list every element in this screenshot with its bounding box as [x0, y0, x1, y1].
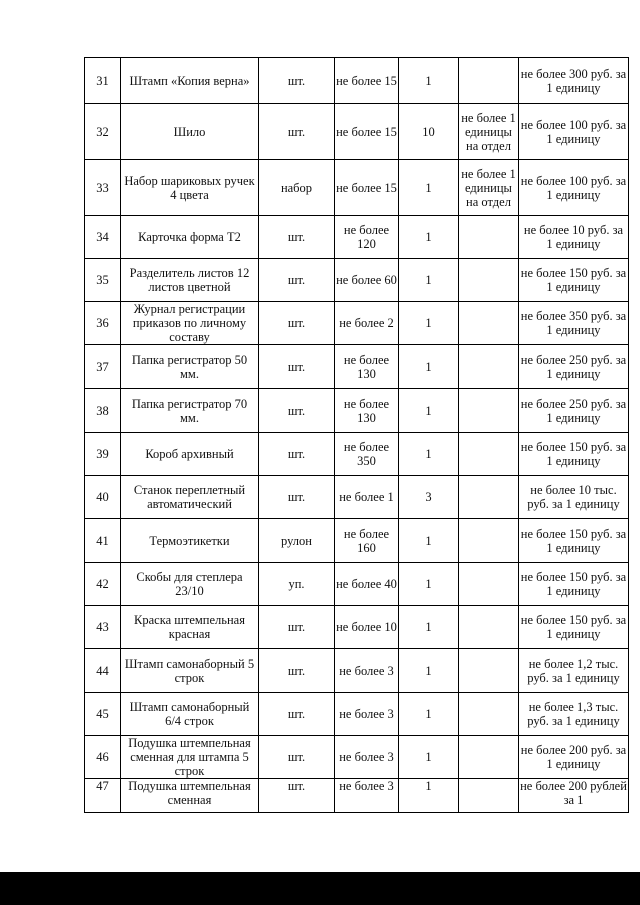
item-name: Папка регистратор 50 мм. — [121, 345, 259, 389]
quantity-cell: не более 160 — [335, 519, 399, 563]
note-cell: не более 1 единицы на отдел — [459, 160, 519, 216]
norm-cell: 1 — [399, 563, 459, 606]
price-cell: не более 350 руб. за 1 единицу — [519, 302, 629, 345]
table-row — [85, 476, 629, 519]
table-row — [85, 606, 629, 649]
table-row — [85, 519, 629, 563]
unit-cell: уп. — [259, 563, 335, 606]
row-number: 45 — [85, 693, 121, 736]
row-number: 33 — [85, 160, 121, 216]
unit-cell: шт. — [259, 259, 335, 302]
price-cell: не более 100 руб. за 1 единицу — [519, 160, 629, 216]
table-row — [85, 345, 629, 389]
quantity-cell: не более 3 — [335, 693, 399, 736]
norm-cell: 1 — [399, 216, 459, 259]
unit-cell: шт. — [259, 345, 335, 389]
table-row — [85, 104, 629, 160]
norm-cell: 1 — [399, 389, 459, 433]
price-cell: не более 300 руб. за 1 единицу — [519, 58, 629, 104]
table-row — [85, 389, 629, 433]
row-number: 42 — [85, 563, 121, 606]
quantity-cell: не более 15 — [335, 58, 399, 104]
row-number: 31 — [85, 58, 121, 104]
item-name: Термоэтикетки — [121, 519, 259, 563]
unit-cell: шт. — [259, 302, 335, 345]
price-cell: не более 150 руб. за 1 единицу — [519, 259, 629, 302]
quantity-cell: не более 120 — [335, 216, 399, 259]
quantity-cell: не более 1 — [335, 476, 399, 519]
norm-cell: 1 — [399, 160, 459, 216]
row-number: 44 — [85, 649, 121, 693]
note-cell — [459, 216, 519, 259]
row-number: 38 — [85, 389, 121, 433]
table-row — [85, 736, 629, 779]
item-name: Штамп самонаборный 5 строк — [121, 649, 259, 693]
quantity-cell: не более 10 — [335, 606, 399, 649]
item-name: Подушка штемпельная сменная — [121, 779, 259, 813]
row-number: 43 — [85, 606, 121, 649]
row-number: 32 — [85, 104, 121, 160]
norm-cell: 1 — [399, 345, 459, 389]
note-cell — [459, 693, 519, 736]
unit-cell: шт. — [259, 216, 335, 259]
item-name: Подушка штемпельная сменная для штампа 5 строк — [121, 736, 259, 779]
row-number: 37 — [85, 345, 121, 389]
quantity-cell: не более 130 — [335, 345, 399, 389]
item-name: Штамп самонаборный 6/4 строк — [121, 693, 259, 736]
norm-cell: 10 — [399, 104, 459, 160]
note-cell: не более 1 единицы на отдел — [459, 104, 519, 160]
norm-cell: 1 — [399, 779, 459, 813]
item-name: Папка регистратор 70 мм. — [121, 389, 259, 433]
unit-cell: рулон — [259, 519, 335, 563]
unit-cell: шт. — [259, 58, 335, 104]
quantity-cell: не более 130 — [335, 389, 399, 433]
unit-cell: набор — [259, 160, 335, 216]
row-number: 46 — [85, 736, 121, 779]
unit-cell: шт. — [259, 736, 335, 779]
price-cell: не более 250 руб. за 1 единицу — [519, 345, 629, 389]
quantity-cell: не более 3 — [335, 649, 399, 693]
item-name: Набор шариковых ручек 4 цвета — [121, 160, 259, 216]
table-row — [85, 216, 629, 259]
table-row — [85, 693, 629, 736]
unit-cell: шт. — [259, 389, 335, 433]
table-row — [85, 563, 629, 606]
supplies-table — [84, 57, 629, 813]
item-name: Скобы для степлера 23/10 — [121, 563, 259, 606]
price-cell: не более 150 руб. за 1 единицу — [519, 519, 629, 563]
norm-cell: 1 — [399, 693, 459, 736]
row-number: 40 — [85, 476, 121, 519]
unit-cell: шт. — [259, 779, 335, 813]
table-row — [85, 259, 629, 302]
note-cell — [459, 736, 519, 779]
quantity-cell: не более 350 — [335, 433, 399, 476]
norm-cell: 1 — [399, 433, 459, 476]
price-cell: не более 150 руб. за 1 единицу — [519, 606, 629, 649]
norm-cell: 3 — [399, 476, 459, 519]
note-cell — [459, 389, 519, 433]
note-cell — [459, 606, 519, 649]
price-cell: не более 1,2 тыс. руб. за 1 единицу — [519, 649, 629, 693]
table-row — [85, 58, 629, 104]
table-body — [85, 58, 629, 813]
norm-cell: 1 — [399, 606, 459, 649]
unit-cell: шт. — [259, 693, 335, 736]
price-cell: не более 200 рублей за 1 — [519, 779, 629, 813]
note-cell — [459, 433, 519, 476]
norm-cell: 1 — [399, 259, 459, 302]
row-number: 47 — [85, 779, 121, 813]
row-number: 39 — [85, 433, 121, 476]
item-name: Карточка форма Т2 — [121, 216, 259, 259]
note-cell — [459, 519, 519, 563]
unit-cell: шт. — [259, 649, 335, 693]
note-cell — [459, 476, 519, 519]
price-cell: не более 150 руб. за 1 единицу — [519, 563, 629, 606]
note-cell — [459, 345, 519, 389]
row-number: 35 — [85, 259, 121, 302]
price-cell: не более 10 руб. за 1 единицу — [519, 216, 629, 259]
unit-cell: шт. — [259, 433, 335, 476]
table-row — [85, 160, 629, 216]
unit-cell: шт. — [259, 476, 335, 519]
item-name: Разделитель листов 12 листов цветной — [121, 259, 259, 302]
row-number: 36 — [85, 302, 121, 345]
price-cell: не более 1,3 тыс. руб. за 1 единицу — [519, 693, 629, 736]
table-row — [85, 302, 629, 345]
item-name: Шило — [121, 104, 259, 160]
item-name: Штамп «Копия верна» — [121, 58, 259, 104]
norm-cell: 1 — [399, 302, 459, 345]
note-cell — [459, 779, 519, 813]
table-row — [85, 433, 629, 476]
norm-cell: 1 — [399, 736, 459, 779]
price-cell: не более 10 тыс. руб. за 1 единицу — [519, 476, 629, 519]
quantity-cell: не более 3 — [335, 736, 399, 779]
table-row — [85, 779, 629, 813]
quantity-cell: не более 2 — [335, 302, 399, 345]
item-name: Краска штемпельная красная — [121, 606, 259, 649]
row-number: 41 — [85, 519, 121, 563]
unit-cell: шт. — [259, 104, 335, 160]
note-cell — [459, 649, 519, 693]
note-cell — [459, 58, 519, 104]
quantity-cell: не более 15 — [335, 104, 399, 160]
norm-cell: 1 — [399, 649, 459, 693]
note-cell — [459, 302, 519, 345]
price-cell: не более 150 руб. за 1 единицу — [519, 433, 629, 476]
row-number: 34 — [85, 216, 121, 259]
price-cell: не более 100 руб. за 1 единицу — [519, 104, 629, 160]
item-name: Журнал регистрации приказов по личному составу — [121, 302, 259, 345]
note-cell — [459, 563, 519, 606]
table-row — [85, 649, 629, 693]
item-name: Короб архивный — [121, 433, 259, 476]
note-cell — [459, 259, 519, 302]
norm-cell: 1 — [399, 519, 459, 563]
scan-edge-bar — [0, 872, 640, 905]
price-cell: не более 250 руб. за 1 единицу — [519, 389, 629, 433]
norm-cell: 1 — [399, 58, 459, 104]
quantity-cell: не более 3 — [335, 779, 399, 813]
quantity-cell: не более 60 — [335, 259, 399, 302]
item-name: Станок переплетный автоматический — [121, 476, 259, 519]
unit-cell: шт. — [259, 606, 335, 649]
quantity-cell: не более 15 — [335, 160, 399, 216]
quantity-cell: не более 40 — [335, 563, 399, 606]
price-cell: не более 200 руб. за 1 единицу — [519, 736, 629, 779]
